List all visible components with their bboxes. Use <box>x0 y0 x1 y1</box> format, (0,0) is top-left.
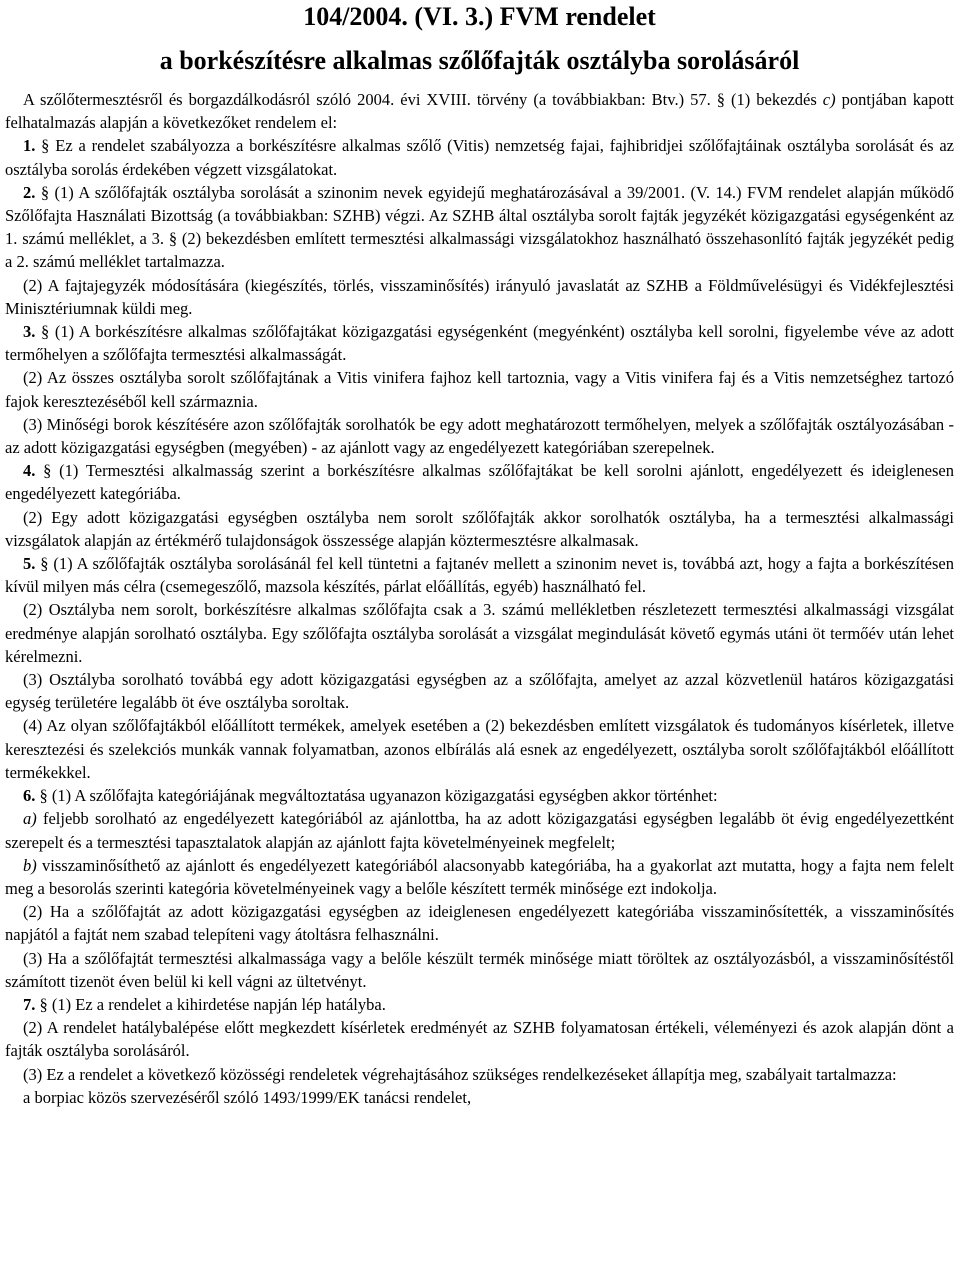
paragraph <box>5 134 954 180</box>
paragraph-text: § (1) A szőlőfajta kategóriájának megváltoztatása ugyanazon közigazgatási egységben akkor történhet: <box>35 786 718 806</box>
item-letter: a) <box>23 809 37 829</box>
section-number: 4. <box>23 461 36 481</box>
paragraph-text: § (1) A szőlőfajták osztályba sorolását a szinonim nevek egyidejű meghatározásával a 39/2001. (V. 14.) FVM rendelet alapján működő Szőlőfajta Használati Bizottság (a továbbiakban: SZHB) végzi. Az SZHB által osztályba sorolt fajták jegyzékét közigazgatási egységenként az 1. számú melléklet, a 3. § (2) bekezdésben említett termesztési alkalmassági vizsgálatokhoz használható összehasonlító fajták jegyzékét pedig a 2. számú melléklet tartalmazza. <box>5 182 954 272</box>
section-number: 1. <box>23 136 36 156</box>
paragraph-text: (3) Ez a rendelet a következő közösségi rendeletek végrehajtásához szükséges rendelkezéseket állapítja meg, szabályait tartalmazza: <box>23 1064 897 1084</box>
document-title: 104/2004. (VI. 3.) FVM rendelet <box>303 2 656 31</box>
paragraph <box>5 320 954 366</box>
paragraph <box>5 88 954 134</box>
document-subtitle: a borkészítésre alkalmas szőlőfajták osztályba sorolásáról <box>159 46 800 75</box>
paragraph <box>5 854 954 900</box>
paragraph <box>5 993 954 1016</box>
paragraph-text: § Ez a rendelet szabályozza a borkészítésre alkalmas szőlő (Vitis) nemzetség fajai, fajhibridjei szőlőfajtáinak osztályba sorolását és az osztályba sorolás érdekében végzett vizsgálatokat. <box>5 136 954 179</box>
paragraph <box>5 668 954 714</box>
paragraph <box>5 598 954 668</box>
paragraph-text: (2) A fajtajegyzék módosítására (kiegészítés, törlés, visszaminősítés) irányuló javaslatát az SZHB a Földművelésügyi és Vidékfejlesztési Minisztériumnak küldi meg. <box>5 275 954 318</box>
paragraph <box>5 1063 954 1086</box>
paragraph-text: A szőlőtermesztésről és borgazdálkodásról szóló 2004. évi XVIII. törvény (a továbbiakban: Btv.) 57. § (1) bekezdés <box>23 90 823 109</box>
paragraph-text: (2) Egy adott közigazgatási egységben osztályba nem sorolt szőlőfajták akkor sorolhatók osztályba, ha a termesztési alkalmassági vizsgálatok alapján az értékmérő tulajdonságok összessége alapján köztermesztésre alkalmasak. <box>5 507 954 550</box>
section-number: 7. <box>23 994 36 1014</box>
paragraph-text: § (1) Termesztési alkalmasság szerint a borkészítésre alkalmas szőlőfajtákat be kell sorolni ajánlott, engedélyezett és ideiglenesen engedélyezett kategóriába. <box>5 461 954 504</box>
paragraph-text: § (1) A szőlőfajták osztályba sorolásánál fel kell tüntetni a fajtanév mellett a szinonim nevet is, továbbá azt, hogy a fajta a borkészítésen kívül milyen más célra (csemegeszőlő, mazsola készítés, párlat előállítás, egyéb) használható fel. <box>5 554 954 597</box>
paragraph <box>5 413 954 459</box>
paragraph <box>5 366 954 412</box>
paragraph-text: (2) Ha a szőlőfajtát az adott közigazgatási egységben az ideiglenesen engedélyezett kategóriába visszaminősítették, a visszaminősítés napjától a fajtát nem szabad telepíteni vagy átoltásra felhasználni. <box>5 902 954 945</box>
paragraph-text: (3) Osztályba sorolható továbbá egy adott közigazgatási egységben az a szőlőfajta, amelyet az azzal közvetlenül határos közigazgatási egység területére legalább öt éve osztályba soroltak. <box>5 670 954 713</box>
paragraph <box>5 552 954 598</box>
paragraph-text: visszaminősíthető az ajánlott és engedélyezett kategóriából alacsonyabb kategóriába, ha a gyakorlat azt mutatta, hogy a fajta nem felelt meg a besorolás szerinti kategória követelményeinek vagy a belőle készített termék minősége ezt indokolja. <box>5 855 954 898</box>
paragraph <box>5 900 954 946</box>
item-letter: b) <box>23 855 37 875</box>
paragraph-text: (3) Ha a szőlőfajtát termesztési alkalmassága vagy a belőle készült termék minősége miatt töröltek az osztályozásból, a visszaminősítéstől számított tizenöt éven belül ki kell vágni az ültetvényt. <box>5 948 954 991</box>
item-letter: c) <box>822 90 836 109</box>
paragraph-text: pontjában kapott felhatalmazás alapján a következőket rendelem el: <box>5 90 954 133</box>
paragraph-text: (4) Az olyan szőlőfajtákból előállított termékek, amelyek esetében a (2) bekezdésben említett vizsgálatok és tudományos kísérletek, illetve keresztezési és szelekciós munkák vannak folyamatban, azonos elbírálás alá esnek az engedélyezett, osztályba sorolt szőlőfajtákból előállított termékekkel. <box>5 716 954 782</box>
paragraph-text: § (1) Ez a rendelet a kihirdetése napján lép hatályba. <box>35 994 386 1014</box>
paragraph <box>5 1016 954 1062</box>
paragraph <box>5 1086 954 1109</box>
paragraph <box>5 181 954 274</box>
section-number: 6. <box>23 786 36 806</box>
paragraph-text: feljebb sorolható az engedélyezett kategóriából az ajánlottba, ha az adott közigazgatási egységben legalább öt évig engedélyezettként szerepelt és a termesztési tapasztalatok alapján az ajánlott fajta követelményeinek megfelelt; <box>5 809 954 852</box>
paragraph-text: a borpiac közös szervezéséről szóló 1493/1999/EK tanácsi rendelet, <box>23 1087 472 1107</box>
paragraph-text: (2) A rendelet hatálybalépése előtt megkezdett kísérletek eredményét az SZHB folyamatosan értékeli, véleményezi és azok alapján dönt a fajták osztályba sorolásáról. <box>5 1018 954 1061</box>
paragraph <box>5 714 954 784</box>
paragraph <box>5 947 954 993</box>
document-body <box>5 88 954 1109</box>
paragraph <box>5 807 954 853</box>
paragraph-text: (3) Minőségi borok készítésére azon szőlőfajták sorolhatók be egy adott meghatározott termőhelyen, melyek a szőlőfajták osztályozásában - az adott közigazgatási egységben (megyében) - az ajánlott vagy az engedélyezett kategóriában szerepelnek. <box>5 414 954 458</box>
paragraph <box>5 459 954 505</box>
section-number: 5. <box>23 554 36 574</box>
section-number: 3. <box>23 322 36 342</box>
paragraph <box>5 784 954 807</box>
paragraph-text: (2) Osztályba nem sorolt, borkészítésre alkalmas szőlőfajta csak a 3. számú mellékletben részletezett termesztési alkalmassági vizsgálat eredménye alapján sorolható osztályba. Egy szőlőfajta osztályba sorolását a vizsgálat megindulását követő egymás utáni öt termőév után lehet kérelmezni. <box>5 600 954 666</box>
paragraph-text: § (1) A borkészítésre alkalmas szőlőfajtákat közigazgatási egységenként (megyénként) osztályba kell sorolni, figyelembe véve az adott termőhelyen a szőlőfajta termesztési alkalmasságát. <box>5 322 954 365</box>
section-number: 2. <box>23 182 36 202</box>
paragraph <box>5 506 954 552</box>
paragraph <box>5 274 954 320</box>
paragraph-text: (2) Az összes osztályba sorolt szőlőfajtának a Vitis vinifera fajhoz kell tartoznia, vagy a Vitis vinifera faj és a Vitis nemzetséghez tartozó fajok keresztezéséből kell származnia. <box>5 368 954 411</box>
